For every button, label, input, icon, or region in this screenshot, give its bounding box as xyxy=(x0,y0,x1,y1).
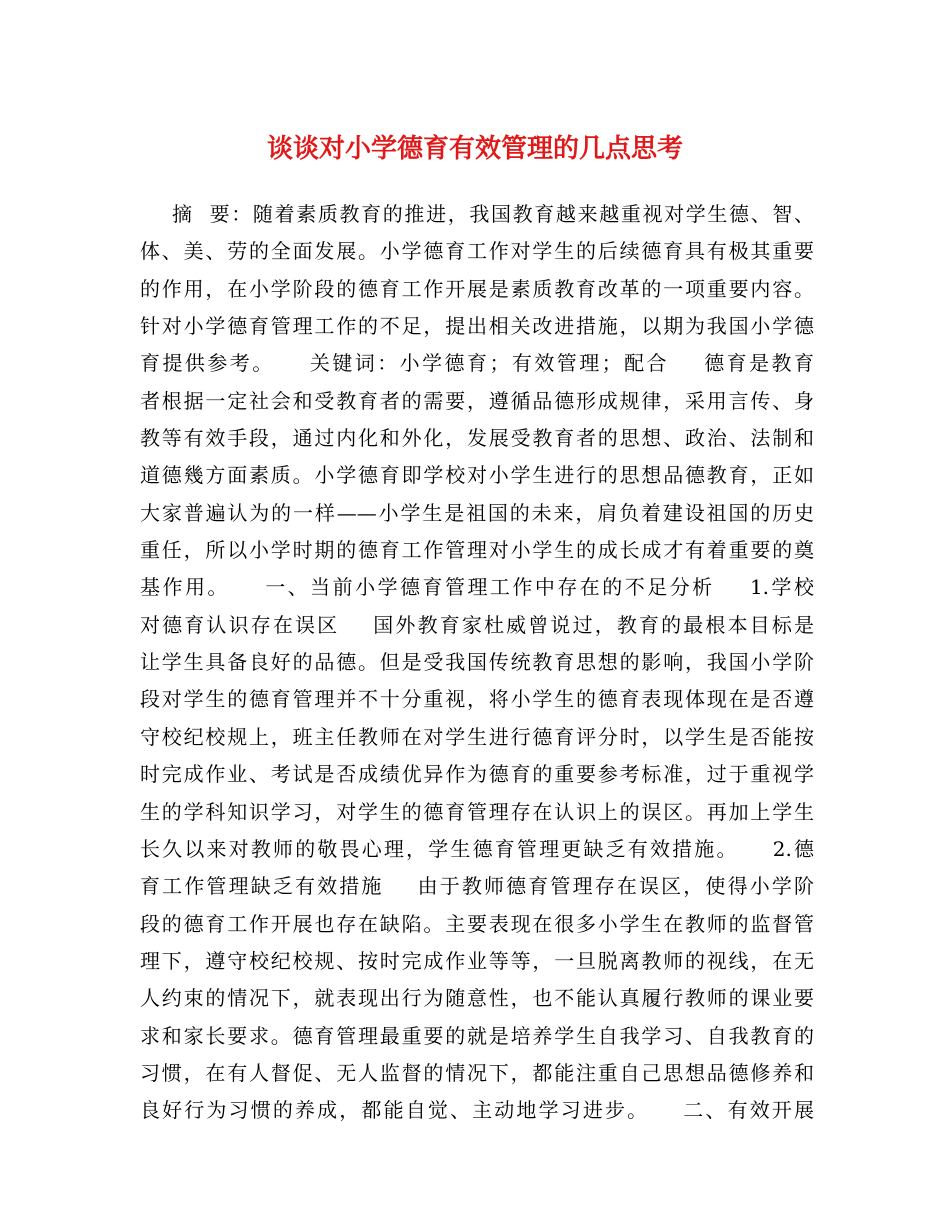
text-line: 者根据一定社会和受教育者的需要，遵循品德形成规律，采用言传、身 xyxy=(140,388,814,413)
text-line: 段的德育工作开展也存在缺陷。主要表现在很多小学生在教师的监督管 xyxy=(140,911,814,936)
text-line: 求和家长要求。德育管理最重要的就是培养学生自我学习、自我教育的 xyxy=(140,1023,814,1048)
text-line: 体、美、劳的全面发展。小学德育工作对学生的后续德育具有极其重要 xyxy=(140,239,814,264)
text-line: 育工作管理缺乏有效措施 由于教师德育管理存在误区，使得小学阶 xyxy=(140,874,814,899)
document-body xyxy=(140,196,814,1130)
text-line: 对德育认识存在误区 国外教育家杜威曾说过，教育的最根本目标是 xyxy=(140,612,814,637)
text-line: 摘 要：随着素质教育的推进，我国教育越来越重视对学生德、智、 xyxy=(140,202,814,226)
text-line: 时完成作业、考试是否成绩优异作为德育的重要参考标准，过于重视学 xyxy=(140,762,814,787)
text-line: 生的学科知识学习，对学生的德育管理存在认识上的误区。再加上学生 xyxy=(140,799,814,824)
text-line: 段对学生的德育管理并不十分重视，将小学生的德育表现体现在是否遵 xyxy=(140,687,814,712)
text-line: 让学生具备良好的品德。但是受我国传统教育思想的影响，我国小学阶 xyxy=(140,650,814,675)
text-line: 的作用，在小学阶段的德育工作开展是素质教育改革的一项重要内容。 xyxy=(140,276,814,301)
text-line: 大家普遍认为的一样——小学生是祖国的未来，肩负着建设祖国的历史 xyxy=(140,500,814,525)
text-line: 守校纪校规上，班主任教师在对学生进行德育评分时，以学生是否能按 xyxy=(140,724,814,749)
text-line: 针对小学德育管理工作的不足，提出相关改进措施，以期为我国小学德 xyxy=(140,314,814,339)
text-line: 基作用。 一、当前小学德育管理工作中存在的不足分析 1.学校 xyxy=(140,575,814,600)
text-line: 理下，遵守校纪校规、按时完成作业等等，一旦脱离教师的视线，在无 xyxy=(140,948,814,973)
text-line: 重任，所以小学时期的德育工作管理对小学生的成长成才有着重要的奠 xyxy=(140,538,814,563)
document-title: 谈谈对小学德育有效管理的几点思考 xyxy=(266,134,683,164)
text-line: 人约束的情况下，就表现出行为随意性，也不能认真履行教师的课业要 xyxy=(140,986,814,1011)
text-line: 教等有效手段，通过内化和外化，发展受教育者的思想、政治、法制和 xyxy=(140,426,814,451)
text-line: 良好行为习惯的养成，都能自觉、主动地学习进步。 二、有效开展 xyxy=(140,1098,814,1123)
text-line: 育提供参考。 关键词：小学德育；有效管理；配合 德育是教育 xyxy=(140,351,814,376)
text-line: 道德幾方面素质。小学德育即学校对小学生进行的思想品德教育，正如 xyxy=(140,463,814,488)
text-line: 习惯，在有人督促、无人监督的情况下，都能注重自己思想品德修养和 xyxy=(140,1060,814,1085)
text-line: 长久以来对教师的敬畏心理，学生德育管理更缺乏有效措施。 2.德 xyxy=(140,836,814,861)
